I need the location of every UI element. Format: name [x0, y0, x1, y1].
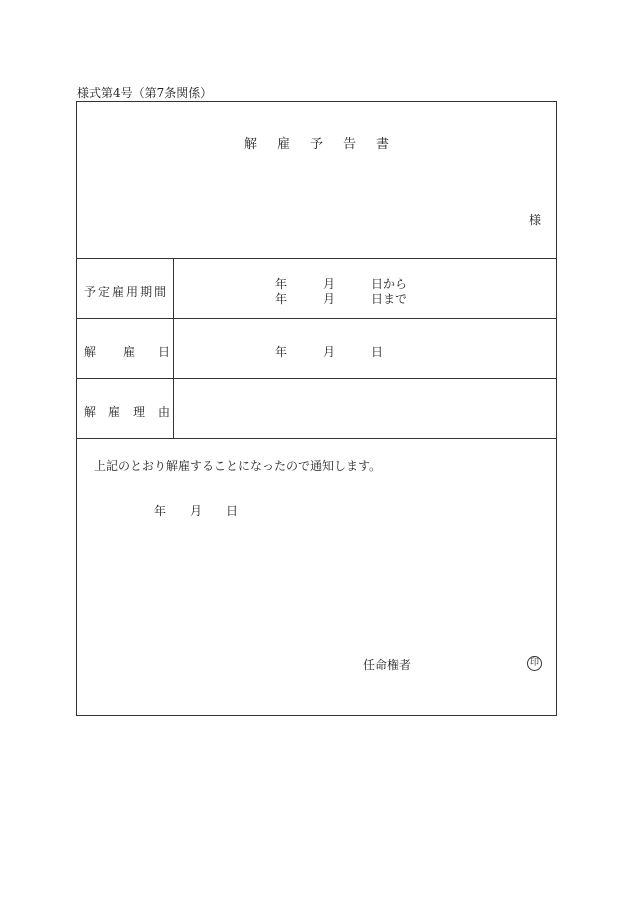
reason-label-char-1: 解 [84, 405, 97, 419]
divider [77, 318, 556, 319]
title-char: 書 [376, 137, 390, 152]
reason-label-char-3: 理 [133, 405, 146, 419]
seal-icon: 印 [527, 656, 542, 671]
dismissal-day: 日 [371, 345, 384, 359]
title-char: 雇 [276, 137, 290, 152]
period-start-year: 年 [275, 277, 288, 291]
dismissal-date-label-char-3: 日 [158, 345, 171, 359]
signer-label: 任命権者 [363, 658, 412, 672]
period-start-month: 月 [323, 277, 336, 291]
title-char: 予 [309, 137, 323, 152]
notice-statement: 上記のとおり解雇することになったので通知します。 [94, 459, 382, 473]
divider [77, 438, 556, 439]
period-end-year: 年 [275, 292, 288, 306]
period-label: 予 定 雇 用 期 間 [84, 285, 167, 299]
dismissal-notice-form [76, 101, 557, 716]
recipient-suffix: 様 [529, 213, 542, 227]
period-start-day: 日から [371, 277, 408, 291]
notice-month: 月 [190, 504, 203, 518]
dismissal-date-label-char-1: 解 [84, 345, 97, 359]
column-divider [173, 258, 174, 438]
reason-label-char-2: 雇 [108, 405, 121, 419]
notice-day: 日 [226, 504, 239, 518]
divider [77, 378, 556, 379]
form-number-label: 様式第4号（第7条関係） [77, 86, 213, 100]
dismissal-month: 月 [323, 345, 336, 359]
title-char: 告 [343, 137, 357, 152]
notice-year: 年 [154, 504, 167, 518]
reason-label-char-4: 由 [158, 405, 171, 419]
title-char: 解 [243, 137, 257, 152]
dismissal-date-label-char-2: 雇 [123, 345, 136, 359]
period-end-day: 日まで [371, 292, 408, 306]
form-title [77, 133, 556, 152]
period-end-month: 月 [323, 292, 336, 306]
dismissal-year: 年 [275, 345, 288, 359]
divider [77, 258, 556, 259]
